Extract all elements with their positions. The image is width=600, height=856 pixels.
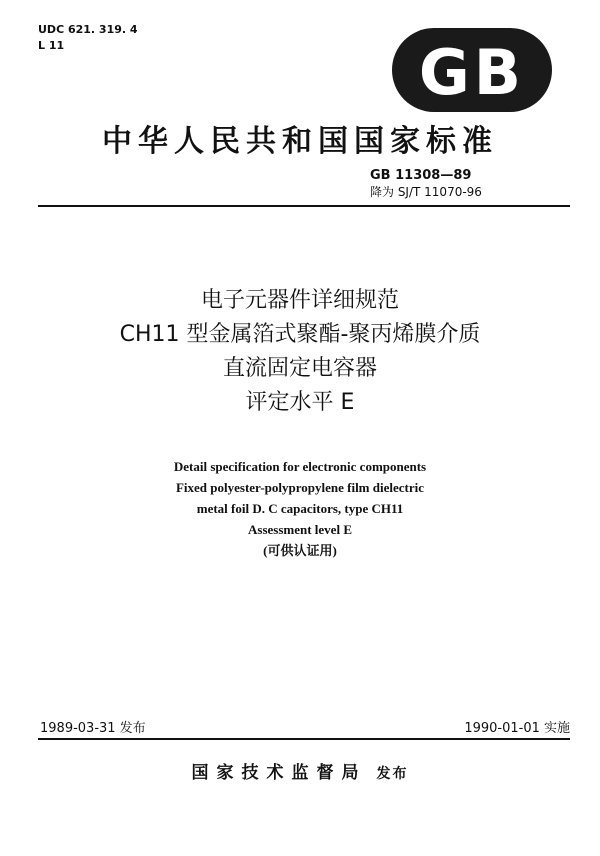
bottom-divider [38,738,570,740]
date-row [40,717,570,736]
udc-code: UDC 621. 319. 4 [38,23,138,36]
standard-number-block [370,168,570,200]
top-divider [38,205,570,207]
chinese-title-line: 直流固定电容器 [222,356,377,381]
national-standard-heading: 中华人民共和国国家标准 [102,124,498,159]
chinese-title [0,284,600,420]
gb-logo [392,28,552,112]
english-title-line: Fixed polyester-polypropylene film dielectric [175,480,425,495]
issue-date: 1989-03-31 发布 [40,721,146,736]
standard-number: GB 11308—89 [370,168,472,183]
english-title [0,456,600,561]
chinese-title-line: 评定水平 E [245,390,355,415]
english-title-line: Assessment level E [248,522,352,537]
english-title-line: Detail specification for electronic components [173,459,427,474]
classification-code: L 11 [38,39,65,52]
standard-downgrade: 降为 SJ/T 11070-96 [370,185,482,199]
chinese-title-line: CH11 型金属箔式聚酯-聚丙烯膜介质 [119,322,481,347]
gb-logo-text: GB [418,36,526,109]
english-title-line: metal foil D. C capacitors, type CH11 [196,501,404,516]
udc-block [38,22,138,54]
certification-note: (可供认证用) [263,543,337,558]
issuer-action: 发布 [376,766,409,782]
issuing-organization: 国家技术监督局 [191,763,367,783]
chinese-title-line: 电子元器件详细规范 [200,288,399,313]
implementation-date: 1990-01-01 实施 [464,721,570,736]
issuer-line [0,758,600,783]
